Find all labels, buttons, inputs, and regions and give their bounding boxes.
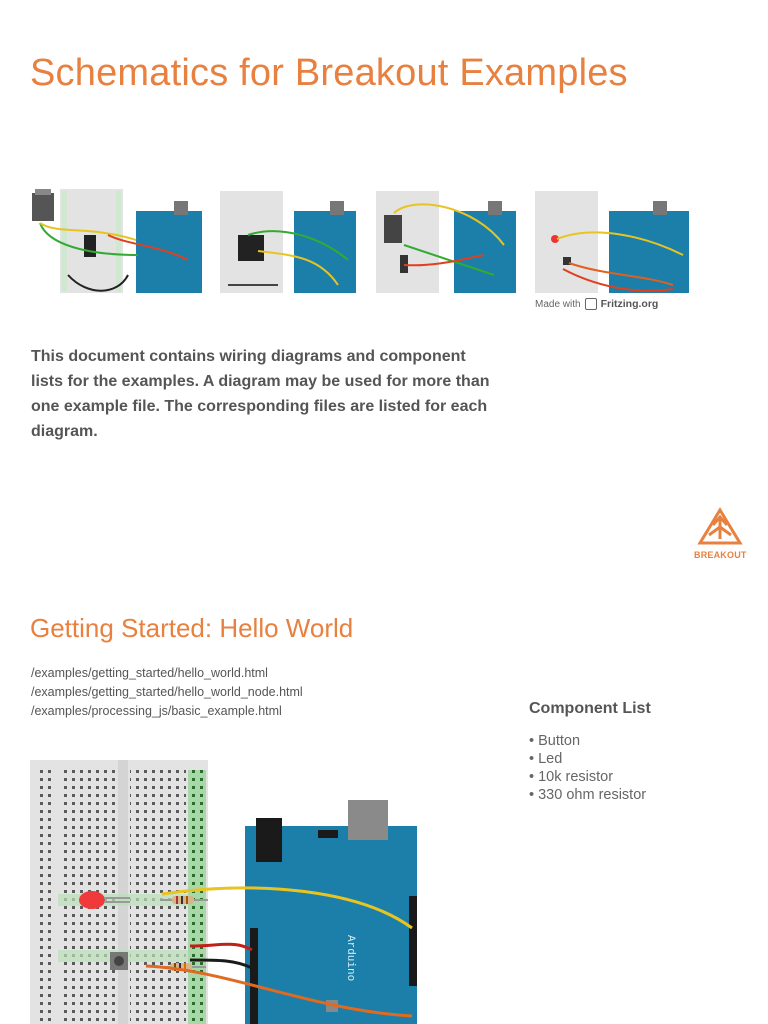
diagram-thumbnails (28, 185, 708, 315)
component-item: • 10k resistor (529, 768, 646, 786)
file-path: /examples/getting_started/hello_world.html (31, 666, 268, 680)
thumbnail-diagram-2 (218, 185, 363, 297)
component-list-title: Component List (529, 700, 651, 717)
breakout-logo-label: BREAKOUT (694, 550, 747, 560)
component-item: • 330 ohm resistor (529, 786, 646, 804)
example-file-list (31, 664, 303, 721)
credit-prefix: Made with (535, 298, 581, 310)
breakout-arrow-icon (695, 507, 745, 545)
credit-brand: Fritzing.org (600, 298, 659, 310)
file-path: /examples/processing_js/basic_example.html (31, 704, 282, 718)
fritzing-logo-icon (585, 298, 597, 310)
component-list (529, 732, 646, 804)
section-title: Getting Started: Hello World (30, 613, 354, 643)
thumbnail-diagram-3 (374, 185, 519, 297)
thumbnail-diagram-1 (28, 185, 203, 297)
hello-world-wiring-diagram (30, 760, 425, 1024)
push-button (110, 952, 128, 970)
component-item: • Button (529, 732, 646, 750)
arduino-label: Arduino (344, 935, 356, 982)
fritzing-credit (535, 298, 658, 310)
breakout-logo (694, 507, 746, 560)
thumbnail-diagram-4 (533, 185, 693, 297)
file-path: /examples/getting_started/hello_world_node.html (31, 685, 303, 699)
component-item: • Led (529, 750, 646, 768)
page-title: Schematics for Breakout Examples (30, 52, 628, 94)
intro-paragraph: This document contains wiring diagrams and component lists for the examples. A diagram may be used for more than one example file. The corresponding files are listed for each diagram. (31, 348, 490, 440)
